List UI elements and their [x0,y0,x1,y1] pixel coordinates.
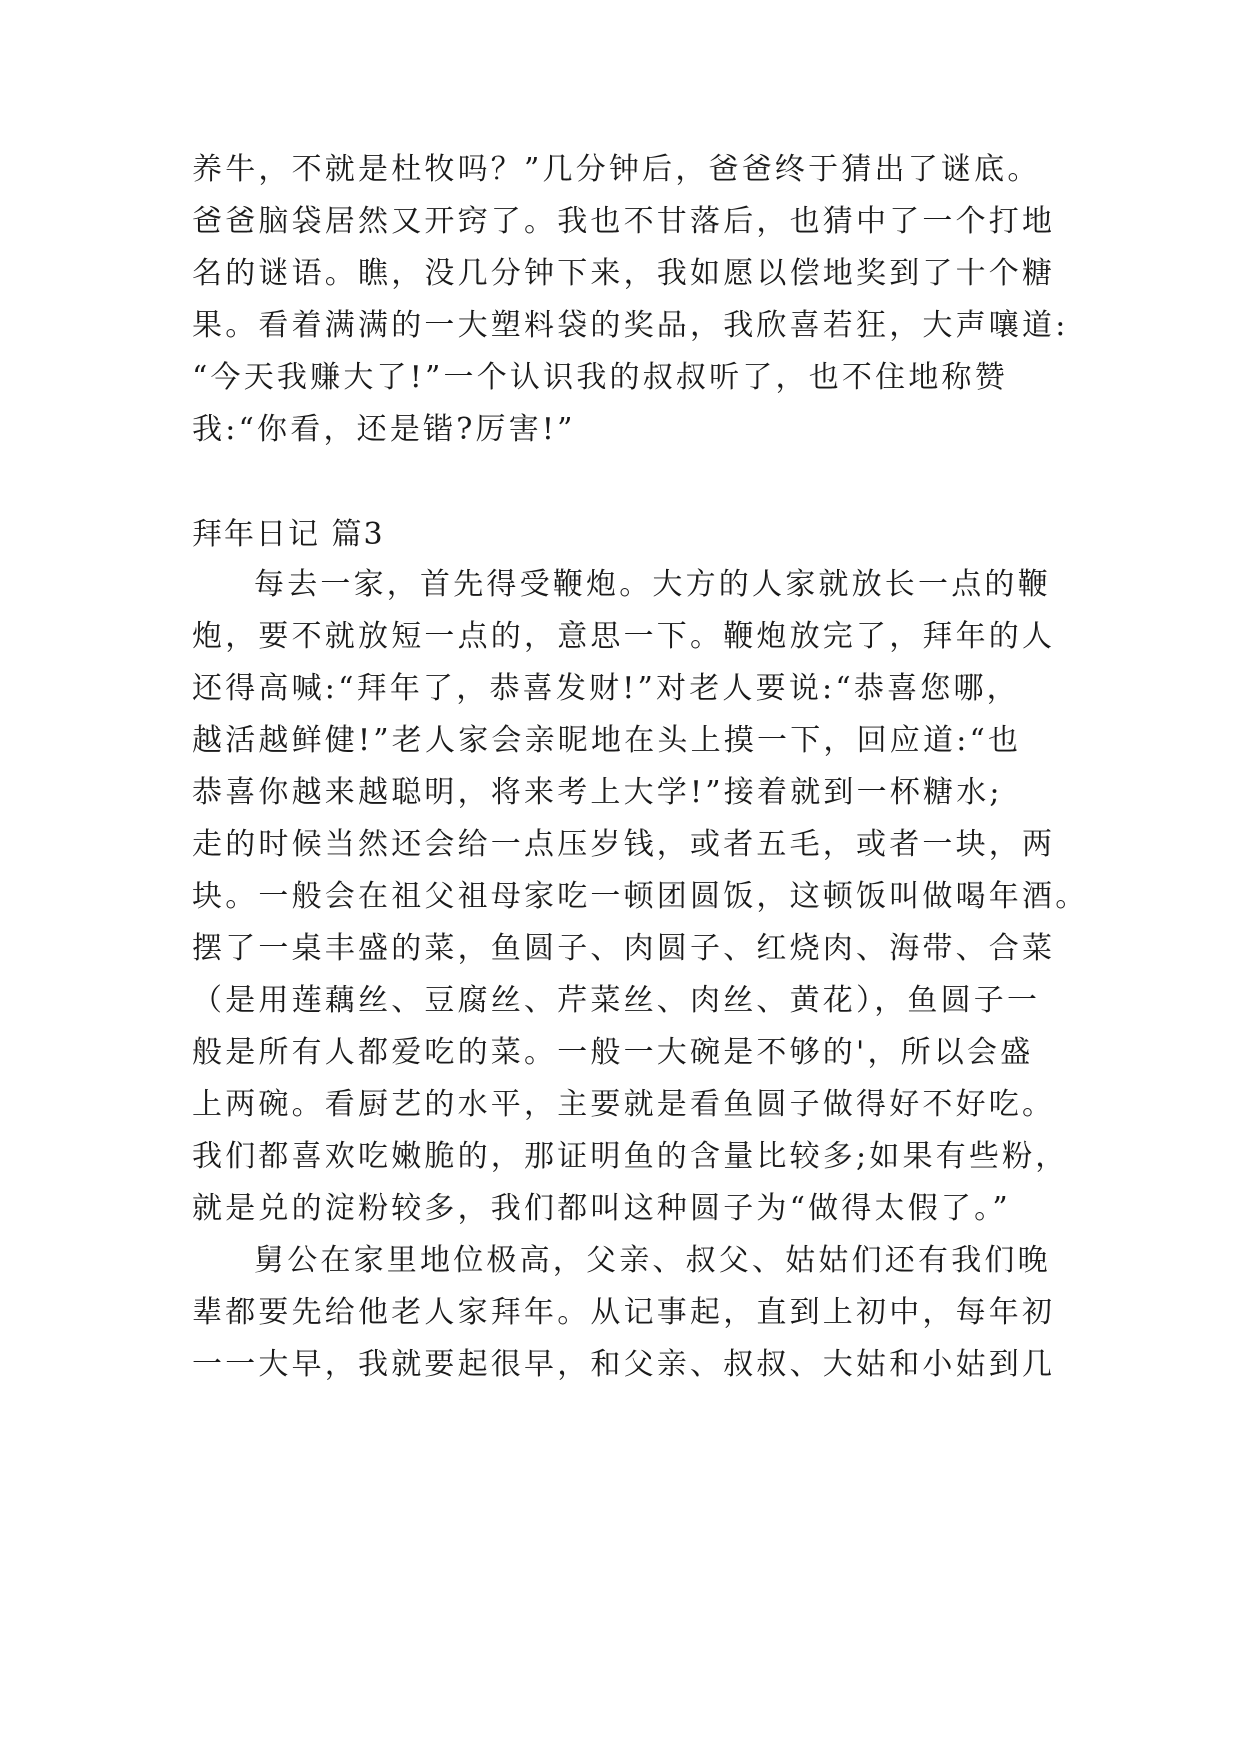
text-line: 般是所有人都爱吃的菜。一般一大碗是不够的'，所以会盛 [192,1035,1034,1070]
text-line: 恭喜你越来越聪明，将来考上大学!”接着就到一杯糖水; [192,775,1003,810]
text-line: 辈都要先给他老人家拜年。从记事起，直到上初中，每年初 [192,1295,1056,1330]
text-line: 我:“你看，还是锴?厉害!” [192,412,576,447]
section-heading: 拜年日记 篇3 [192,517,385,552]
text-line: 越活越鲜健!”老人家会亲昵地在头上摸一下，回应道:“也 [192,723,1022,758]
text-line: 走的时候当然还会给一点压岁钱，或者五毛，或者一块，两 [192,827,1056,862]
text-line: 养牛，不就是杜牧吗？”几分钟后，爸爸终于猜出了谜底。 [192,152,1041,187]
text-line: “今天我赚大了!”一个认识我的叔叔听了，也不住地称赞 [192,360,1008,395]
text-line: 就是兑的淀粉较多，我们都叫这种圆子为“做得太假了。” [192,1191,1011,1226]
text-line: 块。一般会在祖父祖母家吃一顿团圆饭，这顿饭叫做喝年酒。 [192,879,1089,914]
text-line: 上两碗。看厨艺的水平，主要就是看鱼圆子做得好不好吃。 [192,1087,1056,1122]
text-line: 一一大早，我就要起很早，和父亲、叔叔、大姑和小姑到几 [192,1347,1056,1382]
text-line: 舅公在家里地位极高，父亲、叔父、姑姑们还有我们晚 [254,1243,1051,1278]
text-line: 摆了一桌丰盛的菜，鱼圆子、肉圆子、红烧肉、海带、合菜 [192,931,1056,966]
text-line: 名的谜语。瞧，没几分钟下来，我如愿以偿地奖到了十个糖 [192,256,1056,291]
text-line: 爸爸脑袋居然又开窍了。我也不甘落后，也猜中了一个打地 [192,204,1056,239]
text-line: 每去一家，首先得受鞭炮。大方的人家就放长一点的鞭 [254,567,1051,602]
text-line: 炮，要不就放短一点的，意思一下。鞭炮放完了，拜年的人 [192,619,1056,654]
text-line: 果。看着满满的一大塑料袋的奖品，我欣喜若狂，大声嚷道: [192,308,1069,343]
text-line: 我们都喜欢吃嫩脆的，那证明鱼的含量比较多;如果有些粉， [192,1139,1069,1174]
text-line: 还得高喊:“拜年了，恭喜发财!”对老人要说:“恭喜您哪， [192,671,1020,706]
text-line: （是用莲藕丝、豆腐丝、芹菜丝、肉丝、黄花），鱼圆子一 [192,983,1041,1018]
